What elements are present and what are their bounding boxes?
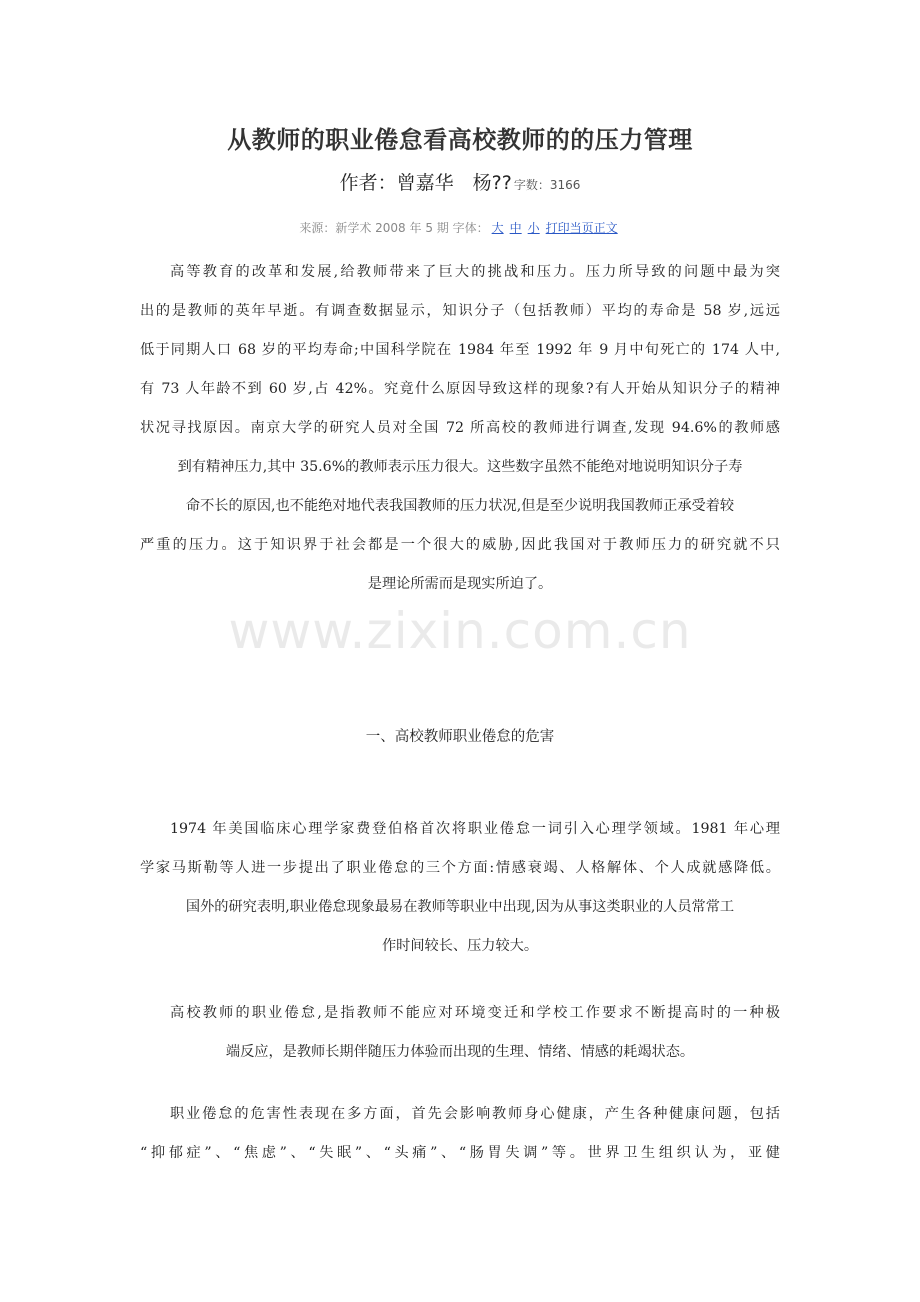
word-count: 字数：3166	[513, 178, 581, 192]
text-line: 出的是教师的英年早逝。有调查数据显示，知识分子（包括教师）平均的寿命是 58 岁,远远	[140, 303, 780, 319]
font-size-label: 字体：	[452, 221, 489, 235]
text-line: 学家马斯勒等人进一步提出了职业倦怠的三个方面:情感衰竭、人格解体、个人成就感降低。	[140, 860, 780, 876]
paragraph-burnout-definition	[140, 994, 780, 1072]
text-line: 高等教育的改革和发展,给教师带来了巨大的挑战和压力。压力所导致的问题中最为突	[170, 264, 780, 280]
text-line: 命不长的原因,也不能绝对地代表我国教师的压力状况,但是至少说明我国教师正承受着较	[185, 498, 735, 514]
paragraph-burnout-harm	[140, 1095, 780, 1173]
issue-label: 2008 年 5 期	[375, 221, 449, 235]
text-line: “抑郁症”、“焦虑”、“失眠”、“头痛”、“肠胃失调”等。世界卫生组织认为，亚健	[140, 1145, 780, 1161]
byline	[0, 168, 920, 195]
text-line: 作时间较长、压力较大。	[381, 938, 539, 954]
text-line: 端反应，是教师长期伴随压力体验而出现的生理、情绪、情感的耗竭状态。	[225, 1044, 695, 1060]
text-line: 职业倦怠的危害性表现在多方面，首先会影响教师身心健康，产生各种健康问题，包括	[170, 1106, 780, 1122]
text-line: 有 73 人年龄不到 60 岁,占 42%。究竟什么原因导致这样的现象?有人开始从知识分子的精神	[140, 381, 780, 397]
text-line: 严重的压力。这于知识界于社会都是一个很大的威胁,因此我国对于教师压力的研究就不只	[140, 537, 780, 553]
print-page-link[interactable]: 打印当页正文	[545, 221, 618, 235]
author-line: 作者：曾嘉华 杨??	[339, 172, 512, 194]
text-line: 到有精神压力,其中 35.6%的教师表示压力很大。这些数字虽然不能绝对地说明知识分子寿	[177, 459, 743, 475]
paragraph-burnout-origin	[140, 810, 780, 966]
article-meta	[0, 219, 920, 236]
text-line: 高校教师的职业倦怠,是指教师不能应对环境变迁和学校工作要求不断提高时的一种极	[170, 1005, 780, 1021]
font-small-link[interactable]: 小	[527, 221, 540, 235]
text-line: 国外的研究表明,职业倦怠现象最易在教师等职业中出现,因为从事这类职业的人员常常工	[185, 899, 735, 915]
article-title: 从教师的职业倦怠看高校教师的的压力管理	[227, 126, 693, 154]
source-label: 来源：新学术	[299, 221, 372, 235]
text-line: 低于同期人口 68 岁的平均寿命;中国科学院在 1984 年至 1992 年 9 月中旬死亡的 174 人中,	[140, 342, 780, 358]
text-line: 1974 年美国临床心理学家费登伯格首次将职业倦怠一词引入心理学领域。1981 年心理	[170, 821, 780, 837]
text-line: 状况寻找原因。南京大学的研究人员对全国 72 所高校的教师进行调查,发现 94.6%的教师感	[140, 420, 780, 436]
text-line: 是理论所需而是现实所迫了。	[367, 576, 553, 592]
watermark: www.zixin.com.cn	[228, 602, 692, 660]
font-medium-link[interactable]: 中	[509, 221, 522, 235]
paragraph-intro	[140, 253, 780, 604]
font-large-link[interactable]: 大	[491, 221, 504, 235]
section-heading: 一、高校教师职业倦怠的危害	[365, 729, 555, 745]
